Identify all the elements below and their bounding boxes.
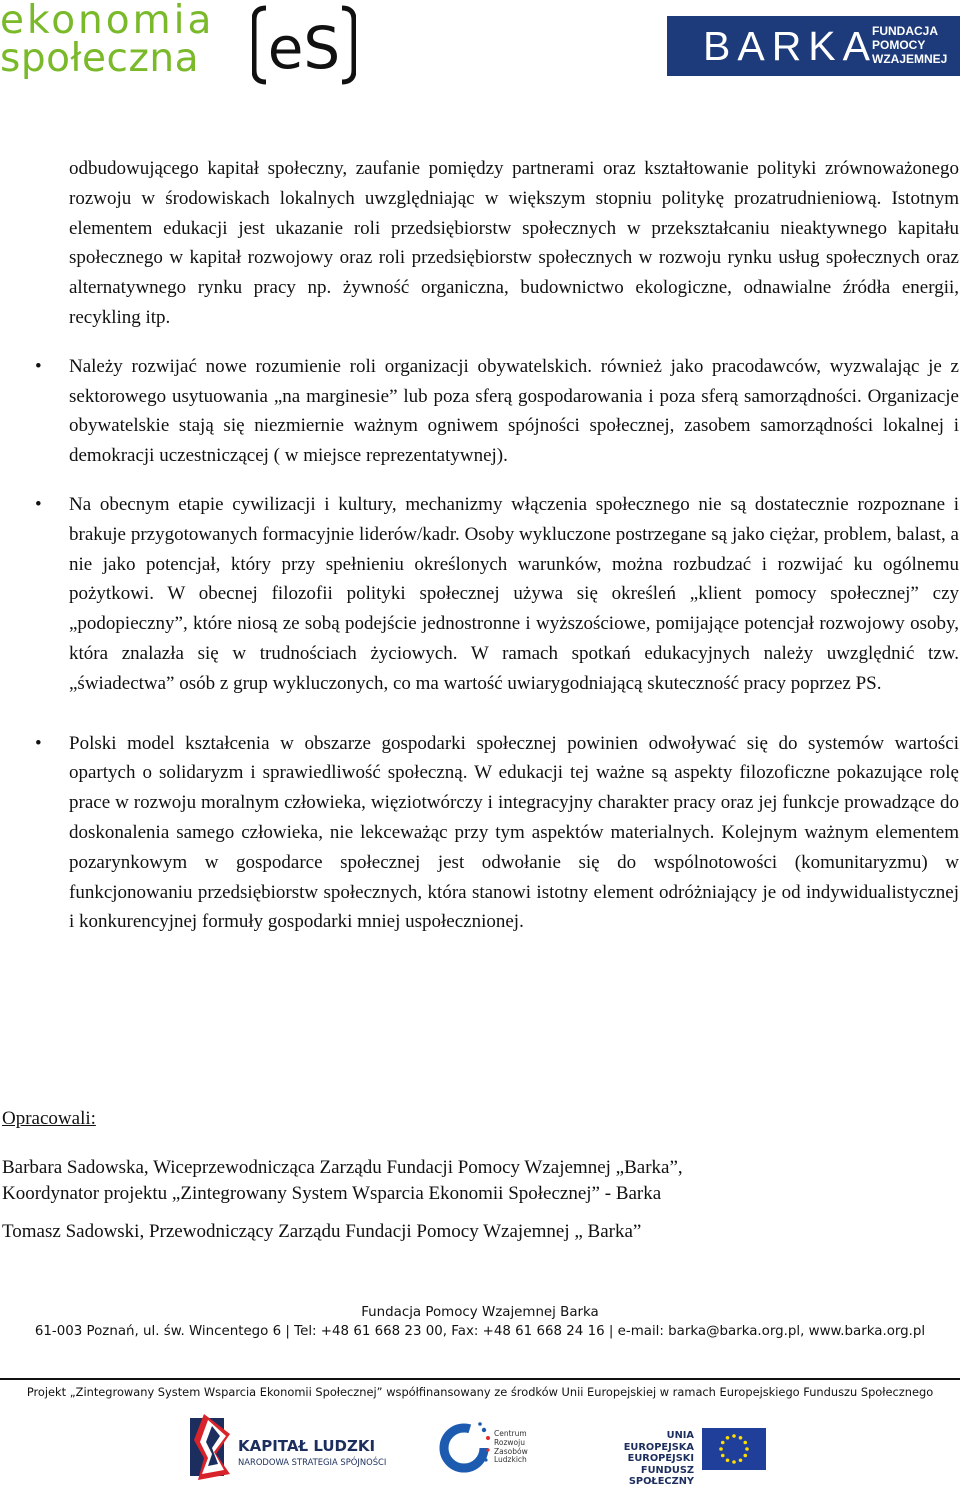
list-item [35,729,959,938]
author-line: Tomasz Sadowski, Przewodniczący Zarządu Fundacji Pomocy Wzajemnej „ Barka” [2,1221,642,1242]
barka-logo [667,16,960,76]
document-body [35,154,959,937]
es-mark-icon [252,0,356,90]
kapital-ludzki-logo [186,1414,396,1480]
footer-address: 61-003 Poznań, ul. św. Wincentego 6 | Tel: +48 61 668 23 00, Fax: +48 61 668 24 16 | e-mail: barka@barka.org.pl, www.barka.org.pl [34,1324,926,1339]
logo-wordmark: ekonomia społeczna [0,0,215,81]
prepared-by-label: Opracowali: [2,1108,96,1129]
barka-wordmark: BARKA [703,23,877,69]
ekonomia-spoleczna-logo [0,0,360,92]
eu-star [721,1454,725,1458]
crzl-wordmark: Centrum Rozwoju Zasobów Ludzkich [494,1429,528,1465]
bullet-icon: • [35,732,42,754]
footer-organization: Fundacja Pomocy Wzajemnej Barka [361,1305,599,1320]
list-item-text: Polski model kształcenia w obszarze gospodarki społecznej powinien odwoływać się do systemów wartości opartych o solidaryzm i sprawiedliwość społeczną. W edukacji tej ważne są aspekty filozoficzne pokazujące rolę prace w rozwoju moralnym człowieka, więziotwórczy i integracyjny charakter pracy oraz jej funkcje prowadzące do doskonalenia samego człowieka, nie lekceważąc przy tym aspektów materialnych. Kolejnym ważnym elementem pozarynkowym w gospodarce społecznej jest odwołanie się do wspólnotowości (komunitaryzmu) w funkcjonowaniu przedsiębiorstw społecznych, która stanowi istotny element odróżniający je od indywidualistycznej i konkurencyjnej formuły gospodarki mniej uspołecznionej. [69,732,959,933]
author-line: Koordynator projektu „Zintegrowany System Wsparcia Ekonomii Społecznej” - Barka [2,1183,662,1204]
eu-star [739,1458,743,1462]
crzl-icon [436,1420,492,1476]
kapital-ludzki-icon [186,1414,234,1480]
crzl-logo [436,1420,556,1476]
footer-project-note: Projekt „Zintegrowany System Wsparcia Ekonomii Społecznej” współfinansowany ze środków Unii Europejskiej w ramach Europejskiego Funduszu Społecznego [26,1385,934,1399]
eu-star [739,1436,743,1440]
eu-star [732,1460,736,1464]
list-item [35,352,959,471]
footer-divider [0,1378,960,1380]
eu-star [743,1454,747,1458]
eu-wordmark: UNIA EUROPEJSKA EUROPEJSKI FUNDUSZ SPOŁECZNY [623,1430,694,1487]
es-mark-text: eS [267,14,341,82]
bullet-list [35,352,959,937]
bullet-icon: • [35,493,42,515]
kapital-ludzki-subtitle: NARODOWA STRATEGIA SPÓJNOŚCI [238,1457,387,1467]
eu-star [745,1447,749,1451]
eu-star [721,1441,725,1445]
barka-subtitle: FUNDACJA POMOCY WZAJEMNEJ [872,24,948,66]
eu-star [726,1436,730,1440]
list-item [35,490,959,699]
bullet-icon: • [35,355,42,377]
list-item-text: Na obecnym etapie cywilizacji i kultury, mechanizmy włączenia społecznego nie są dostatecznie rozpoznane i brakuje przygotowanych formacyjnie liderów/kadr. Osoby wykluczone postrzegane są jako ciężar, problem, balast, a nie jako potencjał, który przy spełnieniu określonych warunków, można rozbudzać i rozwijać ku ogólnemu pożytkowi. W obecnej filozofii polityki społecznej używa się określeń „klient pomocy społecznej” czy „podopieczny”, które niosą ze sobą podejście jednostronne i wyższościowe, pomijające potencjał rozwojowy osoby, która znalazła się w trudnościach życiowych. W ramach spotkań edukacyjnych należy uwzględnić tzw. „świadectwa” osób z grup wykluczonych, co ma wartość uwiarygodniającą skuteczność pracy poprzez PS. [69,493,959,694]
author-line: Barbara Sadowska, Wiceprzewodnicząca Zarządu Fundacji Pomocy Wzajemnej „Barka”, [2,1157,683,1178]
eu-star [732,1434,736,1438]
eu-star [743,1441,747,1445]
eu-star [726,1458,730,1462]
list-item-text: Należy rozwijać nowe rozumienie roli organizacji obywatelskich. również jako pracodawców, wyzwalając je z sektorowego usytuowania „na marginesie” lub poza sferą gospodarowania i poza sferą samorządności. Organizacje obywatelskie stają się niezmiernie ważnym ogniwem spójności społecznej, zasobem samorządności lokalnej i demokracji uczestniczącej ( w miejsce reprezentatywnej). [69,355,959,467]
eu-logo [600,1428,770,1487]
eu-flag-icon [702,1428,766,1470]
kapital-ludzki-title: KAPITAŁ LUDZKI [238,1437,376,1455]
eu-star [719,1447,723,1451]
intro-paragraph: odbudowującego kapitał społeczny, zaufanie pomiędzy partnerami oraz kształtowanie polityki zrównoważonego rozwoju w środowiskach lokalnych uwzględniając w większym stopniu politykę prozatrudnieniową. Istotnym elementem edukacji jest ukazanie roli przedsiębiorstw społecznych w przekształcaniu nieaktywnego kapitału społecznego w kapitał rozwojowy oraz roli przedsiębiorstw społecznych w rozwoju rynku usług społecznych oraz alternatywnego rynku pracy np. żywność organiczna, budownictwo ekologiczne, odnawialne źródła energii, recykling itp. [69,158,959,328]
